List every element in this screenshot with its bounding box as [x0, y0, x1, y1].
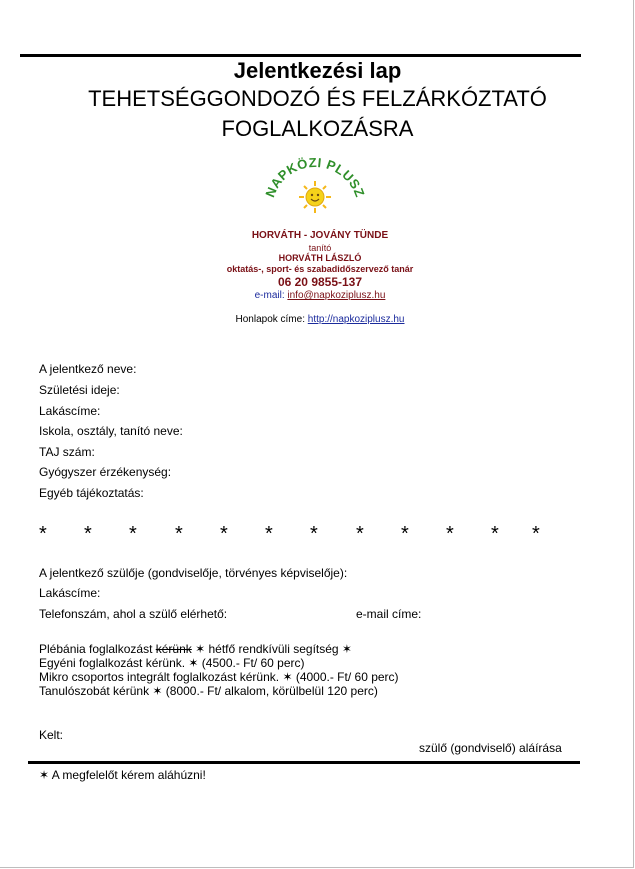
top-rule [20, 54, 581, 57]
parent-phone-label: Telefonszám, ahol a szülő elérhető: [39, 607, 228, 621]
option-study-room: Tanulószobát kérünk ✶ (8000.- Ft/ alkalom, körülbelül 120 perc) [39, 684, 378, 698]
subtitle-line-2: FOGLALKOZÁSRA [221, 116, 414, 141]
signature-label: szülő (gondviselő) aláírása [419, 741, 562, 755]
separator-star: * [220, 523, 228, 545]
school-label: Iskola, osztály, tanító neve: [39, 424, 183, 438]
napkozi-plusz-logo [262, 148, 368, 224]
website-row [120, 314, 520, 325]
option-parish-strike: kérünk [155, 642, 192, 656]
website-link[interactable]: http://napkoziplusz.hu [307, 314, 405, 325]
contact-phone: 06 20 9855-137 [277, 275, 363, 289]
date-label: Kelt: [39, 728, 64, 742]
contact-role-2: oktatás-, sport- és szabadidőszervező tanár [226, 264, 414, 274]
separator-star: * [265, 523, 273, 545]
separator-star: * [532, 523, 540, 545]
separator-star: * [175, 523, 183, 545]
email-link[interactable]: info@napkoziplusz.hu [287, 290, 386, 301]
contact-email-row [120, 290, 520, 301]
applicant-name-label: A jelentkező neve: [39, 362, 137, 376]
option-individual: Egyéni foglalkozást kérünk. ✶ (4500.- Ft/ 60 perc) [39, 656, 305, 670]
separator-star: * [356, 523, 364, 545]
sun-icon [299, 181, 331, 213]
subtitle-line-1: TEHETSÉGGONDOZÓ ÉS FELZÁRKÓZTATÓ [88, 86, 547, 111]
address-label: Lakáscíme: [39, 404, 101, 418]
parent-address-label: Lakáscíme: [39, 586, 101, 600]
contact-name-1: HORVÁTH - JOVÁNY TÜNDE [251, 230, 389, 241]
contact-role-1: tanító [308, 243, 332, 253]
separator-star: * [129, 523, 137, 545]
option-parish-text: Plébánia foglalkozást [39, 642, 156, 656]
separator-star: * [446, 523, 454, 545]
other-info-label: Egyéb tájékoztatás: [39, 486, 144, 500]
birth-date-label: Születési ideje: [39, 383, 120, 397]
contact-name-2: HORVÁTH LÁSZLÓ [278, 253, 362, 263]
website-label: Honlapok címe: [235, 314, 305, 325]
page-title: Jelentkezési lap [233, 58, 402, 83]
footer-note: ✶ A megfelelőt kérem aláhúzni! [39, 768, 206, 782]
option-parish [39, 642, 352, 656]
option-parish-rest: ✶ hétfő rendkívüli segítség ✶ [191, 642, 352, 656]
parent-heading: A jelentkező szülője (gondviselője, törvényes képviselője): [39, 566, 348, 580]
separator-star: * [84, 523, 92, 545]
separator-star: * [401, 523, 409, 545]
option-micro-group: Mikro csoportos integrált foglalkozást kérünk. ✶ (4000.- Ft/ 60 perc) [39, 670, 399, 684]
separator-star: * [310, 523, 318, 545]
separator-star: * [39, 523, 47, 545]
separator-star: * [491, 523, 499, 545]
star-separator [39, 523, 559, 547]
drug-sensitivity-label: Gyógyszer érzékenység: [39, 465, 172, 479]
parent-email-label: e-mail címe: [356, 607, 422, 621]
logo-text: NAPKÖZI PLUSZ [262, 154, 368, 200]
taj-number-label: TAJ szám: [39, 445, 95, 459]
bottom-rule [28, 761, 580, 764]
email-label: e-mail: [254, 290, 285, 301]
